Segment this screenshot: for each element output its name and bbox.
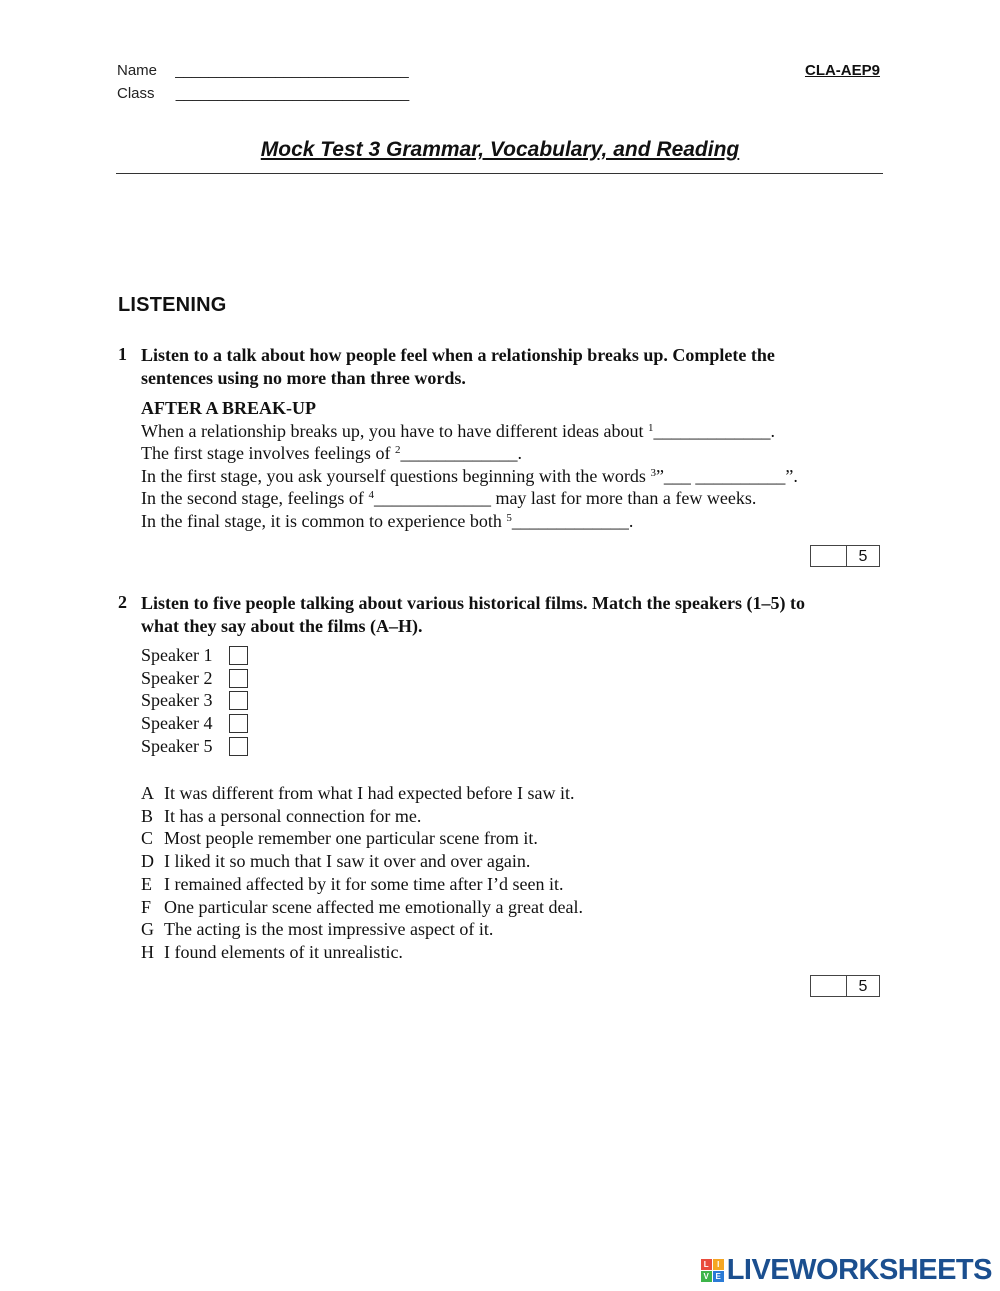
q1-sentence-2 xyxy=(141,442,798,465)
option-e xyxy=(141,873,583,896)
q1-s5-text: In the final stage, it is common to experience both xyxy=(141,510,507,531)
name-row xyxy=(117,62,409,79)
speaker-label: Speaker 5 xyxy=(141,735,213,756)
q1-sentences xyxy=(141,397,798,532)
speaker-label: Speaker 2 xyxy=(141,667,213,688)
q1-blank-2[interactable]: _____________. xyxy=(400,443,522,463)
option-letter: C xyxy=(141,828,154,849)
speaker-label: Speaker 4 xyxy=(141,712,213,733)
option-a xyxy=(141,782,583,805)
class-label: Class xyxy=(117,85,155,102)
logo-text: LIVEWORKSHEETS xyxy=(726,1254,992,1286)
liveworksheets-logo xyxy=(701,1254,992,1287)
q1-s4-text: In the second stage, feelings of xyxy=(141,488,369,508)
option-text: The acting is the most impressive aspect of it. xyxy=(164,919,494,940)
q1-s4-end: may last for more than a few weeks. xyxy=(490,488,757,508)
q1-prompt-line2: sentences using no more than three words. xyxy=(141,368,466,388)
speaker-1-answer-box[interactable] xyxy=(229,646,248,665)
option-b xyxy=(141,805,583,828)
class-row xyxy=(117,85,409,102)
option-text: I liked it so much that I saw it over and over again. xyxy=(164,851,531,872)
option-letter: A xyxy=(141,783,154,803)
page-title: Mock Test 3 Grammar, Vocabulary, and Reading xyxy=(260,138,740,161)
test-code: CLA-AEP9 xyxy=(804,62,880,79)
speaker-4-answer-box[interactable] xyxy=(229,714,248,733)
q2-score-blank[interactable] xyxy=(811,976,847,996)
option-letter: H xyxy=(141,941,154,962)
q2-number: 2 xyxy=(118,592,127,612)
option-letter: B xyxy=(141,805,154,826)
q1-s3-text: In the first stage, you ask yourself questions beginning with the words xyxy=(141,465,651,486)
option-g xyxy=(141,918,583,941)
option-text: I found elements of it unrealistic. xyxy=(164,941,403,962)
option-letter: E xyxy=(141,873,152,894)
q1-sentence-4 xyxy=(141,487,798,510)
name-field[interactable]: ____________________________ xyxy=(175,62,409,79)
option-text: I remained affected by it for some time after I’d seen it. xyxy=(164,873,564,894)
speaker-row-3 xyxy=(141,689,248,712)
option-text: Most people remember one particular scene from it. xyxy=(164,828,538,849)
speaker-row-5 xyxy=(141,735,248,758)
option-letter: F xyxy=(141,896,152,917)
name-label: Name xyxy=(117,62,158,79)
q1-score-total: 5 xyxy=(858,548,868,565)
q1-s2-text: The first stage involves feelings of xyxy=(141,443,395,463)
speaker-label: Speaker 1 xyxy=(141,644,213,665)
option-letter: D xyxy=(141,851,154,872)
logo-square: E xyxy=(713,1271,724,1282)
q2-score-total: 5 xyxy=(858,978,868,995)
logo-square: I xyxy=(713,1259,724,1270)
q2-prompt-line1: Listen to five people talking about various historical films. Match the speakers (1–5) to xyxy=(141,593,805,613)
q1-s1-num: 1 xyxy=(648,421,654,434)
speaker-row-4 xyxy=(141,712,248,735)
q1-score-blank[interactable] xyxy=(811,546,847,566)
q1-blank-1[interactable]: _____________. xyxy=(653,420,775,441)
q2-score-box xyxy=(810,975,880,997)
q1-s1-text: When a relationship breaks up, you have to have different ideas about xyxy=(141,420,648,441)
q1-s4-num: 4 xyxy=(368,489,374,501)
q1-sentence-3 xyxy=(141,465,798,488)
class-field[interactable]: ____________________________ xyxy=(175,85,410,102)
speaker-label: Speaker 3 xyxy=(141,690,213,711)
q1-s2-num: 2 xyxy=(394,444,401,456)
speaker-3-answer-box[interactable] xyxy=(229,691,248,710)
option-f xyxy=(141,896,583,919)
option-d xyxy=(141,850,583,873)
q1-sentence-1 xyxy=(141,420,798,443)
speaker-5-answer-box[interactable] xyxy=(229,737,248,756)
q1-number: 1 xyxy=(118,344,127,364)
q1-prompt xyxy=(141,344,881,390)
option-c xyxy=(141,827,583,850)
option-text: It was different from what I had expected before I saw it. xyxy=(164,783,575,803)
logo-square: L xyxy=(701,1259,712,1270)
option-text: It has a personal connection for me. xyxy=(164,805,422,826)
speaker-list xyxy=(141,644,248,757)
title-divider xyxy=(116,173,883,174)
speaker-2-answer-box[interactable] xyxy=(229,669,248,688)
q1-prompt-line1: Listen to a talk about how people feel when a relationship breaks up. Complete the xyxy=(141,345,775,365)
q1-subheading: AFTER A BREAK-UP xyxy=(141,398,317,418)
logo-icon xyxy=(701,1259,724,1282)
q1-s3-num: 3 xyxy=(650,466,656,479)
option-h xyxy=(141,941,583,964)
q1-sentence-5 xyxy=(141,510,798,533)
q1-blank-5[interactable]: _____________. xyxy=(511,510,634,531)
option-list xyxy=(141,782,583,964)
speaker-row-2 xyxy=(141,667,248,690)
logo-square: V xyxy=(701,1271,712,1282)
section-title: LISTENING xyxy=(118,294,227,316)
q1-blank-4[interactable]: _____________ xyxy=(373,488,491,508)
option-letter: G xyxy=(141,919,154,940)
q2-prompt-line2: what they say about the films (A–H). xyxy=(141,616,423,636)
option-text: One particular scene affected me emotionally a great deal. xyxy=(164,896,583,917)
q1-score-box xyxy=(810,545,880,567)
q1-s5-num: 5 xyxy=(506,511,512,524)
speaker-row-1 xyxy=(141,644,248,667)
q1-blank-3[interactable]: ”___ __________”. xyxy=(655,465,798,486)
q2-prompt xyxy=(141,592,881,638)
